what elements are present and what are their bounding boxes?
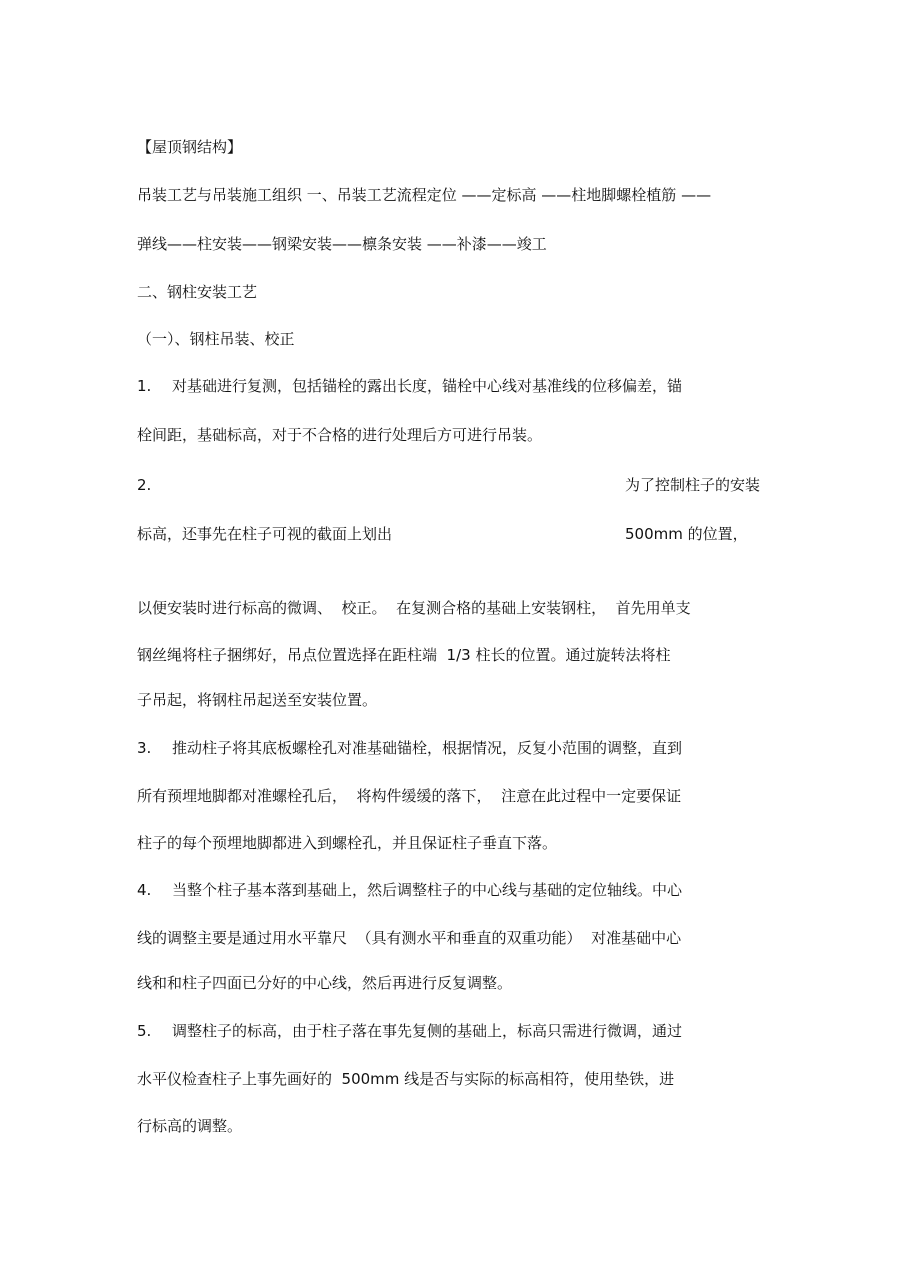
item-5-line-1: 调整柱子的标高，由于柱子落在事先复侧的基础上，标高只需进行微调，通过 bbox=[172, 1022, 683, 1040]
item-4-line-2: 线的调整主要是通过用水平靠尺 （具有测水平和垂直的双重功能） 对准基础中心 bbox=[137, 929, 682, 947]
item-3-number: 3. bbox=[137, 739, 152, 757]
item-1-line-1: 对基础进行复测，包括锚栓的露出长度，锚栓中心线对基准线的位移偏差，锚 bbox=[172, 377, 683, 395]
item-2-line-2-right: 500mm 的位置， bbox=[625, 525, 748, 543]
item-5-line-3: 行标高的调整。 bbox=[137, 1117, 243, 1135]
item-4-number: 4. bbox=[137, 881, 152, 899]
item-3-line-3: 柱子的每个预埋地脚都进入到螺栓孔，并且保证柱子垂直下落。 bbox=[137, 834, 558, 852]
document-heading: 【屋顶钢结构】 bbox=[137, 138, 243, 156]
item-2-line-5: 子吊起，将钢柱吊起送至安装位置。 bbox=[137, 691, 378, 709]
item-3-line-2: 所有预埋地脚都对准螺栓孔后， 将构件缓缓的落下， 注意在此过程中一定要保证 bbox=[137, 787, 682, 805]
item-3-line-1: 推动柱子将其底板螺栓孔对准基础锚栓，根据情况，反复小范围的调整，直到 bbox=[172, 739, 683, 757]
item-2-number: 2. bbox=[137, 476, 152, 494]
process-flow-line-1: 吊装工艺与吊装施工组织 一、吊装工艺流程定位 ——定标高 ——柱地脚螺栓植筋 —— bbox=[137, 186, 712, 204]
item-2-line-2-left: 标高，还事先在柱子可视的截面上划出 bbox=[137, 525, 393, 543]
item-2-line-4: 钢丝绳将柱子捆绑好，吊点位置选择在距柱端 1/3 柱长的位置。通过旋转法将柱 bbox=[137, 646, 671, 664]
item-2-line-1-right: 为了控制柱子的安装 bbox=[625, 476, 761, 494]
item-1-number: 1. bbox=[137, 377, 152, 395]
item-5-number: 5. bbox=[137, 1022, 152, 1040]
item-5-line-2: 水平仪检查柱子上事先画好的 500mm 线是否与实际的标高相符，使用垫铁，进 bbox=[137, 1070, 675, 1088]
item-1-line-2: 栓间距，基础标高，对于不合格的进行处理后方可进行吊装。 bbox=[137, 426, 543, 444]
subsection-1-title: （一）、钢柱吊装、校正 bbox=[137, 330, 295, 348]
section-2-title: 二、钢柱安装工艺 bbox=[137, 283, 258, 301]
item-2-line-3: 以便安装时进行标高的微调、 校正。 在复测合格的基础上安装钢柱， 首先用单支 bbox=[137, 599, 691, 617]
item-4-line-1: 当整个柱子基本落到基础上，然后调整柱子的中心线与基础的定位轴线。中心 bbox=[172, 881, 683, 899]
process-flow-line-2: 弹线——柱安装——钢梁安装——檩条安装 ——补漆——竣工 bbox=[137, 235, 547, 253]
item-4-line-3: 线和和柱子四面已分好的中心线，然后再进行反复调整。 bbox=[137, 974, 513, 992]
